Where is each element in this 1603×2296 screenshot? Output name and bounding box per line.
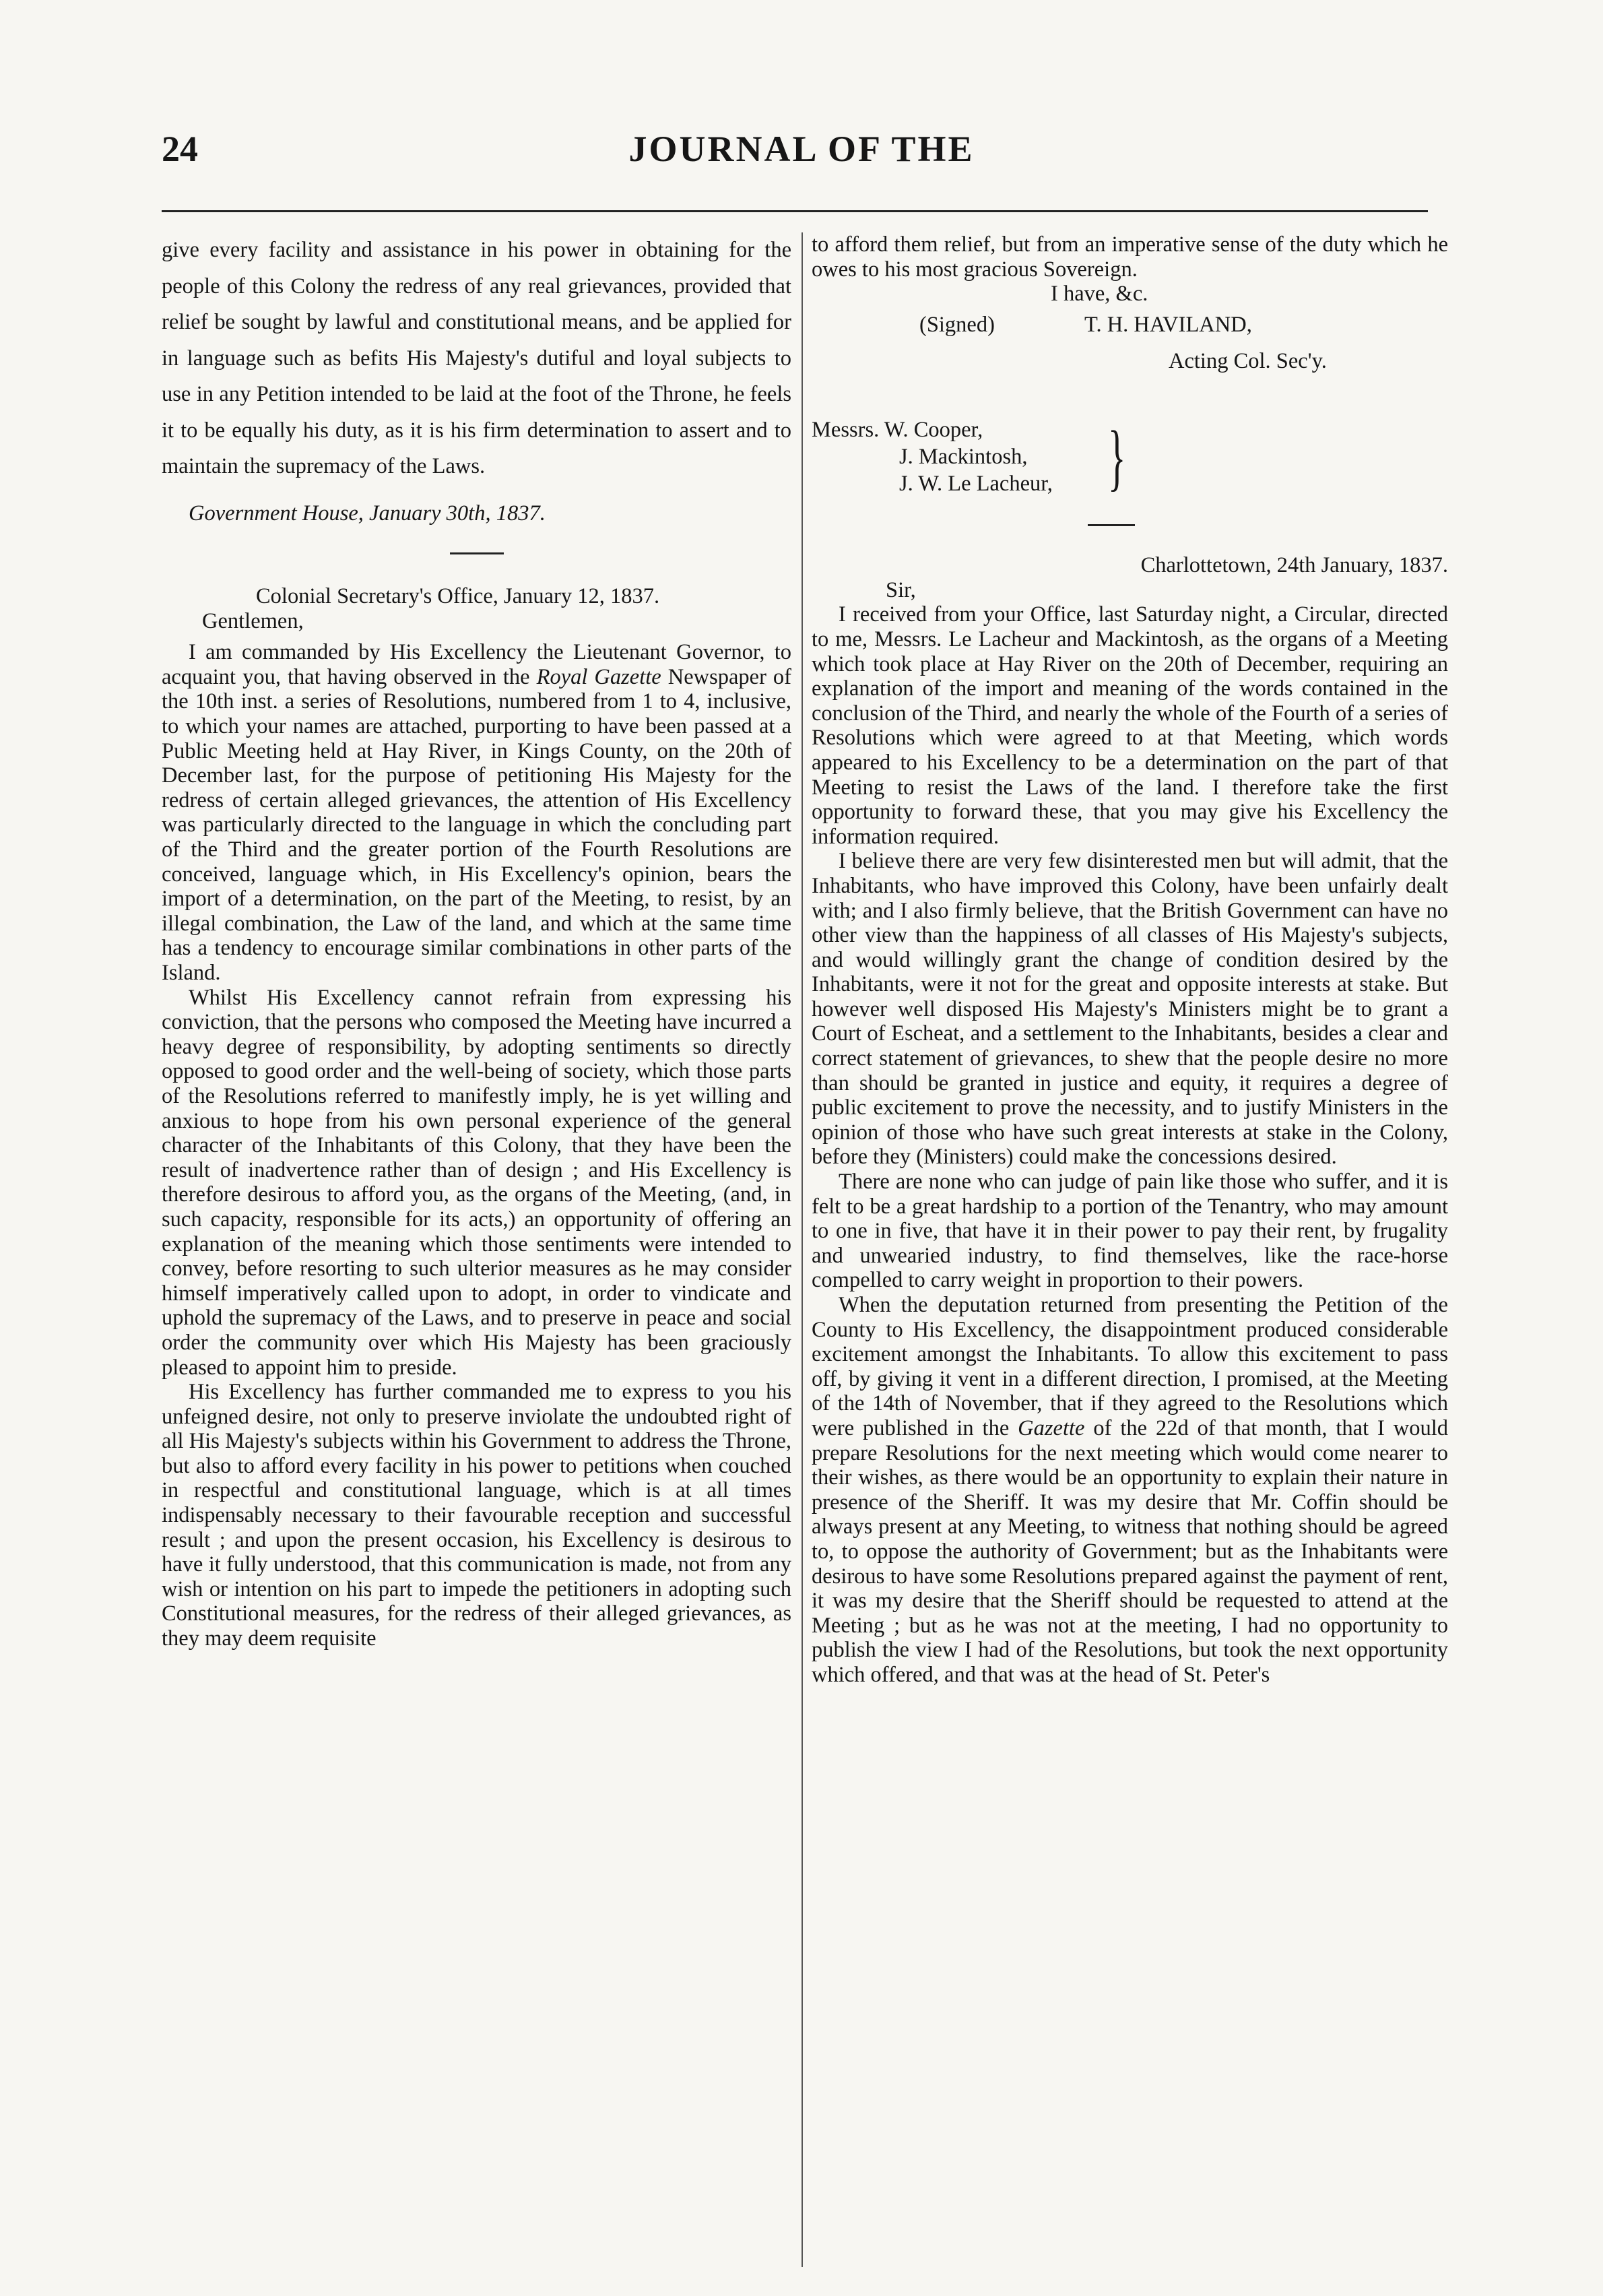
signature-name: T. H. HAVILAND, [1084,313,1252,338]
addressee-block [812,416,1448,504]
running-head: JOURNAL OF THE [628,129,975,169]
signature-signed: (Signed) [919,313,995,338]
signature-block [812,282,1448,416]
signature-closing: I have, &c. [1051,282,1148,307]
reply-paragraph-4-start: When the deputation returned from presenting the Petition of the County to His Excellency, the disappointment produced considerable excitement amongst the Inhabitants. To allow this excitement to pass off, by giving it vent in a different direction, I promised, at the Meeting of the 14th of November, that if they agreed to the Resolutions which were published in the [812,1293,1448,1440]
page-number: 24 [162,129,198,169]
newspaper-title: Royal Gazette [536,664,661,689]
signature-title: Acting Col. Sec'y. [1169,349,1327,374]
reply-salutation: Sir, [886,577,916,602]
section-rule-2 [1088,524,1135,526]
section-rule [450,552,504,554]
reply-paragraph-4-rest: of the 22d of that month, that I would prepare Resolutions for the next meeting which would come nearer to their wishes, as there would be an opportunity to explain their nature in presence of the Sheriff. It was my desire that Mr. Coffin should be always present at any Meeting, to witness that nothing should be agreed to, to oppose the authority of Government; but as the Inhabitants were desirous to have some Resolutions prepared against the payment of rent, it was my desire that the Sheriff should be requested to attend at the Meeting ; but as he was not at the meeting, I had no opportunity to publish the view I had of the Resolutions, but took the next opportunity which offered, and that was at the head of St. Peter's [812,1415,1448,1687]
proclamation-end: give every facility and assistance in his power in obtaining for the people of this Colony the redress of any real grievances, provided that relief be sought by lawful and constitutional means, and be applied for in language such as befits His Majesty's dutiful and loyal subjects to use in any Petition intended to be laid at the foot of the Throne, he feels it to be equally his duty, as it is his firm determination to assert and to maintain the supremacy of the Laws. [162,238,791,478]
proclamation-date: Government House, January 30th, 1837. [189,501,546,525]
letter-paragraph-1 [162,640,791,985]
right-column [812,232,1448,2267]
reply-paragraph-4 [812,1293,1448,1688]
letter-paragraph-2: Whilst His Excellency cannot refrain from expressing his conviction, that the persons who composed the Meeting have incurred a heavy degree of responsibility, by adopting sentiments so directly opposed to good order and the well-being of society, which those parts of the Resolutions referred to manifestly imply, he is yet willing and anxious to hope from his own personal experience of the general character of the Inhabitants of this Colony, that they have been the result of inadvertence rather than of design ; and His Excellency is therefore desirous to afford you, as the organs of the Meeting, (and, in such capacity, responsible for its acts,) an opportunity of offering an explanation of the meaning which those sentiments were intended to convey, before resorting to such ulterior measures as he may consider himself imperatively called upon to adopt, in order to vindicate and uphold the supremacy of the Laws, and to preserve in peace and social order the community over which His Majesty has been graciously pleased to appoint him to preside. [162,985,791,1380]
letter-heading: Colonial Secretary's Office, January 12, 1837. [256,584,660,609]
reply-paragraph-3: There are none who can judge of pain like those who suffer, and it is felt to be a great hardship to a portion of the Tenantry, who may amount to one in five, that have it in their power to pay their rent, by frugality and unwearied industry, to find themselves, like the race-horse compelled to carry weight in proportion to their powers. [812,1170,1448,1293]
column-divider [802,232,803,2267]
brace-icon: } [1108,416,1126,499]
page-header [162,128,1441,189]
header-rule [162,210,1428,212]
addressee-1: Messrs. W. Cooper, [812,418,983,443]
letter-salutation: Gentlemen, [202,608,304,633]
addressee-3: J. W. Le Lacheur, [899,472,1053,497]
letter-paragraph-1-rest: Newspaper of the 10th inst. a series of Resolutions, numbered from 1 to 4, inclusive, to which your names are attached, purporting to have been passed at a Public Meeting held at Hay River, in Kings County, on the 20th of December last, for the purpose of petitioning His Majesty for the redress of certain alleged grievances, the attention of His Excellency was particularly directed to the language in which the concluding part of the Third and the greater portion of the Fourth Resolutions are conceived, language which, in His Excellency's opinion, bears the import of a determination, on the part of the Meeting, to resist, by an illegal combination, the Law of the land, and which at the same time has a tendency to encourage similar combinations in other parts of the Island. [162,664,791,985]
reply-paragraph-1: I received from your Office, last Saturday night, a Circular, directed to me, Messrs. Le Lacheur and Mackintosh, as the organs of a Meeting which took place at Hay River on the 20th of December, requiring an explanation of the import and meaning of the words contained in the conclusion of the Third, and nearly the whole of the Fourth of a series of Resolutions which were agreed to at that Meeting, which words appeared to his Excellency to be a determination on the part of that Meeting to resist the Laws of the land. I therefore take the first opportunity to forward these, that you may give his Excellency the information required. [812,602,1448,849]
letter-paragraph-3: His Excellency has further commanded me to express to you his unfeigned desire, not only to preserve inviolate the undoubted right of all His Majesty's subjects within his Government to address the Throne, but also to afford every facility in his power to petitions when couched in respectful and constitutional language, which is at all times indispensably necessary to their favourable reception and successful result ; and upon the present occasion, his Excellency is desirous to have it fully understood, that this communication is made, not from any wish or intention on his part to impede the petitioners in adopting such Constitutional measures, for the redress of their alleged grievances, as they may deem requisite [162,1380,791,1651]
letter-end: to afford them relief, but from an imperative sense of the duty which he owes to his most gracious Sovereign. [812,232,1448,282]
gazette-title: Gazette [1018,1415,1085,1440]
letter-paragraph-1-start: I am commanded by His Excellency the Lieutenant Governor, to acquaint you, that having observed in the [162,640,791,689]
left-column [162,232,791,2267]
reply-paragraph-2: I believe there are very few disinterested men but will admit, that the Inhabitants, who have improved this Colony, have been unfairly dealt with; and I also firmly believe, that the British Government can have no other view than the happiness of all classes of His Majesty's subjects, and would willingly grant the change of condition desired by the Inhabitants, were it not for the great and opposite interests at stake. But however well disposed His Majesty's Ministers might be to grant a Court of Escheat, and a settlement to the Inhabitants, besides a clear and correct statement of grievances, to shew that the people desire no more than should be granted in justice and equity, it requires a degree of public excitement to prove the necessity, and to justify Ministers in the opinion of those who have such great interests at stake in the Colony, before they (Ministers) could make the concessions desired. [812,849,1448,1170]
reply-dateline: Charlottetown, 24th January, 1837. [1140,553,1448,578]
addressee-2: J. Mackintosh, [899,445,1028,470]
